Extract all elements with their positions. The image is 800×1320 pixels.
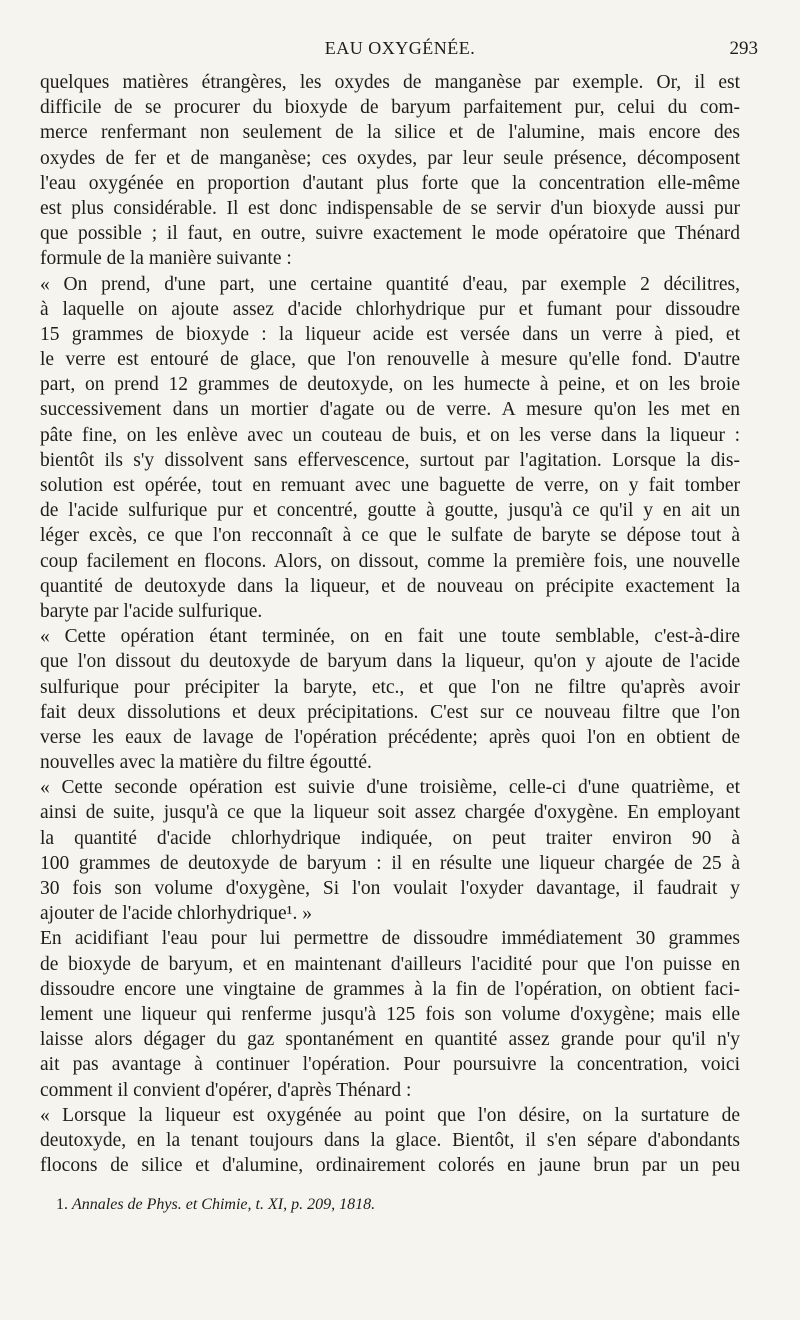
text-line: la quantité d'acide chlorhydrique indiquée, on peut traiter environ 90 à: [40, 827, 740, 849]
text-line: part, on prend 12 grammes de deutoxyde, on les humecte à peine, et on les broie: [40, 374, 740, 396]
text-line: que possible ; il faut, en outre, suivre exactement le mode opératoire que Thénard: [40, 223, 740, 245]
text-line: de bioxyde de baryum, et en maintenant d'ailleurs l'acidité pour que l'on puisse en: [40, 953, 740, 975]
text-line: coup facilement en flocons. Alors, on dissout, comme la première fois, une nouvelle: [40, 550, 740, 572]
text-line: quantité de deutoxyde dans la liqueur, et de nouveau on précipite exactement la: [40, 575, 740, 597]
body-text: [40, 70, 740, 1178]
text-line: 100 grammes de deutoxyde de baryum : il en résulte une liqueur chargée de 25 à: [40, 852, 740, 874]
text-line: comment il convient d'opérer, d'après Thénard :: [40, 1079, 412, 1101]
text-line: flocons de silice et d'alumine, ordinairement colorés en jaune brun par un peu: [40, 1155, 740, 1177]
text-line: quelques matières étrangères, les oxydes de manganèse par exemple. Or, il est: [40, 72, 740, 93]
page-number: 293: [729, 38, 758, 59]
text-line: « On prend, d'une part, une certaine quantité d'eau, par exemple 2 décilitres,: [40, 273, 740, 295]
footnote-text: Annales de Phys. et Chimie, t. XI, p. 209, 1818.: [72, 1196, 376, 1213]
text-line: baryte par l'acide sulfurique.: [40, 600, 263, 622]
text-line: l'eau oxygénée en proportion d'autant plus forte que la concentration elle-même: [40, 172, 740, 194]
text-line: En acidifiant l'eau pour lui permettre de dissoudre immédiatement 30 grammes: [40, 928, 740, 950]
text-line: ainsi de suite, jusqu'à ce que la liqueur soit assez chargée d'oxygène. En employant: [40, 802, 740, 824]
text-line: lement une liqueur qui renferme jusqu'à 125 fois son volume d'oxygène; mais elle: [40, 1003, 740, 1025]
text-line: léger excès, ce que l'on recconnaît à ce que le sulfate de baryte se dépose tout à: [40, 525, 740, 547]
running-title: EAU OXYGÉNÉE.: [324, 38, 476, 58]
text-line: ajouter de l'acide chlorhydrique¹. »: [40, 903, 312, 925]
text-line: 15 grammes de bioxyde : la liqueur acide est versée dans un verre à pied, et: [40, 323, 740, 345]
text-line: merce renfermant non seulement de la silice et de l'alumine, mais encore des: [40, 122, 740, 144]
text-line: oxydes de fer et de manganèse; ces oxydes, par leur seule présence, décomposent: [40, 147, 740, 169]
text-line: pâte fine, on les enlève avec un couteau de buis, et on les verse dans la liqueur :: [40, 424, 740, 446]
text-line: solution est opérée, tout en remuant avec une baguette de verre, on y fait tomber: [40, 475, 740, 496]
text-line: est plus considérable. Il est donc indispensable de se servir d'un bioxyde aussi pur: [40, 197, 740, 219]
text-line: sulfurique pour précipiter la baryte, etc., et que l'on ne filtre qu'après avoir: [40, 676, 740, 698]
text-line: le verre est entouré de glace, que l'on renouvelle à mesure qu'elle fond. D'autre: [40, 349, 740, 371]
text-line: nouvelles avec la matière du filtre égoutté.: [40, 752, 372, 774]
footnote: [56, 1196, 375, 1214]
text-line: « Cette opération étant terminée, on en fait une toute semblable, c'est-à-dire: [40, 626, 740, 648]
text-line: à laquelle on ajoute assez d'acide chlorhydrique pur et fumant pour dissoudre: [40, 298, 740, 320]
text-line: verse les eaux de lavage de l'opération précédente; après quoi l'on en obtient de: [40, 726, 740, 748]
text-line: laisse alors dégager du gaz spontanément en quantité assez grande pour qu'il n'y: [40, 1029, 740, 1051]
footnote-number: 1.: [56, 1196, 68, 1213]
text-line: deutoxyde, en la tenant toujours dans la glace. Bientôt, il s'en sépare d'abondants: [40, 1129, 740, 1151]
text-line: de l'acide sulfurique pur et concentré, goutte à goutte, jusqu'à ce qu'il y en ait un: [40, 500, 740, 522]
text-line: ait pas avantage à continuer l'opération. Pour poursuivre la concentration, voici: [40, 1054, 740, 1076]
text-line: « Cette seconde opération est suivie d'une troisième, celle-ci d'une quatrième, et: [40, 777, 740, 799]
text-line: que l'on dissout du deutoxyde de baryum dans la liqueur, qu'on y ajoute de l'acide: [40, 651, 740, 673]
text-line: 30 fois son volume d'oxygène, Si l'on voulait l'oxyder davantage, il faudrait y: [40, 878, 740, 899]
text-line: dissoudre encore une vingtaine de grammes à la fin de l'opération, on obtient faci-: [40, 978, 740, 1000]
text-line: bientôt ils s'y dissolvent sans effervescence, surtout par l'agitation. Lorsque la dis-: [40, 449, 740, 471]
text-line: « Lorsque la liqueur est oxygénée au point que l'on désire, on la surtature de: [40, 1104, 740, 1126]
text-line: difficile de se procurer du bioxyde de baryum parfaitement pur, celui du com-: [40, 97, 740, 119]
text-line: fait deux dissolutions et deux précipitations. C'est sur ce nouveau filtre que l'on: [40, 701, 740, 723]
text-line: successivement dans un mortier d'agate ou de verre. A mesure qu'on les met en: [40, 399, 740, 421]
text-line: formule de la manière suivante :: [40, 248, 292, 270]
